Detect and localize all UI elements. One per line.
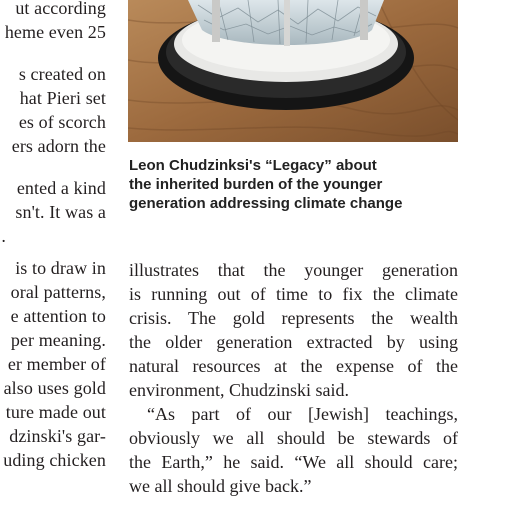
- body-line: the Earth,” he said. “We all should care;: [129, 452, 458, 472]
- sculpture-photo: [128, 0, 458, 142]
- caption-line: Leon Chudzinksi's “Legacy” about: [129, 157, 377, 174]
- left-line: s created on: [18, 64, 106, 84]
- right-article-column: [129, 258, 458, 498]
- caption-line: the inherited burden of the younger: [129, 176, 383, 193]
- body-line: environment, Chudzinski said.: [129, 380, 349, 400]
- left-line: ented a kind: [16, 178, 106, 198]
- left-line: er member of: [7, 354, 106, 374]
- body-line: natural resources at the expense of the: [129, 356, 458, 376]
- left-line: is to draw in: [15, 258, 106, 278]
- left-line: heme even 25: [4, 22, 106, 42]
- body-line: illustrates that the younger generation: [129, 260, 458, 280]
- left-line: hat Pieri set: [19, 88, 106, 108]
- left-line: es of scorch: [18, 112, 106, 132]
- left-line: e attention to: [10, 306, 106, 326]
- left-line: uding chicken: [3, 450, 106, 470]
- body-line: “As part of our [Jewish] teachings,: [147, 404, 458, 424]
- left-line: ut according: [15, 0, 106, 18]
- left-line: also uses gold: [3, 378, 106, 398]
- left-line: dzinski's gar-: [9, 426, 106, 446]
- body-line: the older generation extracted by using: [129, 332, 458, 352]
- caption-line: generation addressing climate change: [129, 195, 403, 212]
- photo-caption: [129, 156, 469, 213]
- left-article-column: [0, 0, 106, 512]
- body-line: obviously we all should be stewards of: [129, 428, 458, 448]
- left-line: .: [1, 226, 6, 246]
- left-line: ture made out: [5, 402, 106, 422]
- sculpture-image: [128, 0, 458, 142]
- left-line: ers adorn the: [11, 136, 106, 156]
- body-line: crisis. The gold represents the wealth: [129, 308, 458, 328]
- left-line: oral patterns,: [10, 282, 106, 302]
- body-line: is running out of time to fix the climate: [129, 284, 458, 304]
- left-line: per meaning.: [10, 330, 106, 350]
- body-line: we all should give back.”: [129, 476, 312, 496]
- left-line: sn't. It was a: [15, 202, 106, 222]
